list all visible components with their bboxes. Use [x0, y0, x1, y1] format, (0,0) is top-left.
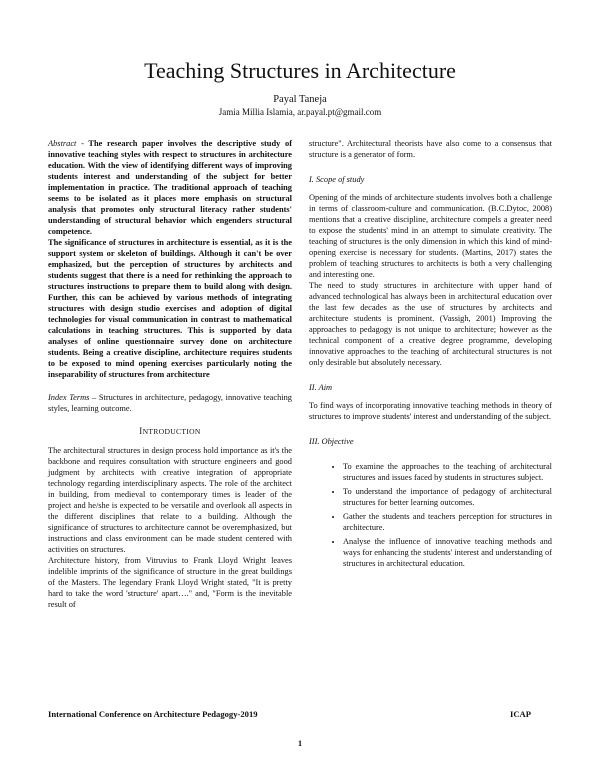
scope-heading: I. Scope of study — [309, 175, 365, 184]
abstract-paragraph-2: The significance of structures in architecture is essential, as it is the support system or skeleton of buildings. Although it can't be over emphasized, but the perception of structures by architects and students suggest that there is a need for rethinking the approach to structures instructions to prepare them to build along with design. Further, this can be achieved by various methods of integrating structures with design studio exercises and adoption of digital technologies for visual communication in contrast to mathematical calculations in teaching structures. This is supported by data analyses of online questionnaire survey done on architecture students. Being a creative discipline, architecture requires students to be exposed to mind opening exercises particularly noting the inseparability of structures from architecture — [48, 238, 292, 379]
abstract-text: The research paper involves the descriptive study of innovative teaching styles with respect to structures in architecture education. With the view of identifying different ways of improving students interest and understanding of the subject for better implementation in practice. The traditional approach of teaching seems to be isolated as it places more emphasis on structural analysis that promotes only structural literacy rather students' understanding of structural behavior which engenders structural competence. — [48, 139, 292, 236]
objective-item: • To understand the importance of pedagogy of architectural structures for better learning outcomes. — [343, 486, 552, 508]
aim-paragraph: To find ways of incorporating innovative teaching methods in theory of structures to improve students' interest and understanding of the subject. — [309, 401, 552, 421]
abstract-label: Abstract - — [48, 139, 84, 148]
index-terms-text: – Structures in architecture, pedagogy, innovative teaching styles, learning outcome. — [48, 393, 292, 413]
objectives-list — [309, 461, 552, 569]
scope-paragraph-1: Opening of the minds of architecture students involves both a challenge in terms of classroom-culture and communication. (B.C.Dytoc, 2008) mentions that a creative discipline, architecture compels a greater need to expose the students' mind in an attempt to simulate creativity. The teaching of structures is the only dimension in which this kind of mind-opening exercise is necessary for students. (Martins, 2017) states the problem of teaching structures to architects is both a very challenging and interesting one. — [309, 193, 552, 279]
introduction-heading: INTRODUCTION — [139, 426, 201, 436]
objective-item: • Analyse the influence of innovative teaching methods and ways for enhancing the students' interest and understanding of structures in architectural education. — [343, 536, 552, 569]
scope-paragraph-2: The need to study structures in architecture with upper hand of advanced technological has always been in architectural education over the last few decades as the use of structures by architects and architecture students is prominent. (Vassigh, 2001) Improving the approaches to pedagogy is not unique to architecture; however as the technical component of a creative degree programme, developing innovative approaches to the teaching of architectural structures is not only desirable but absolutely necessary. — [309, 281, 552, 367]
aim-heading: II. Aim — [309, 383, 333, 392]
index-terms-label: Index Terms — [48, 393, 90, 402]
right-column — [309, 138, 552, 572]
author-affiliation: Jamia Millia Islamia, ar.payal.pt@gmail.com — [218, 107, 382, 117]
footer-acronym: ICAP — [510, 709, 532, 719]
intro-paragraph-1: The architectural structures in design process hold importance as it's the backbone and requires consultation with structure engineers and good judgment by architects with creative integration of appropriate technology regarding interdisciplinary aspects. The role of the architect in building, from medieval to contemporary times is leader of the project and he/she is expected to be versatile and overlook all aspects in the different disciplines that relate to a building. Although the significance of structures to architecture cannot be overemphasized, but instructions and class environment can be made student centered with activities on structures. — [48, 446, 292, 554]
intro-paragraph-2: Architecture history, from Vitruvius to Frank Lloyd Wright leaves indelible imprints of the significance of structure in the great buildings of the Masters. The legendary Frank Lloyd Wright stated, "It is pretty hard to take the word 'structure' apart…." and, "Form is the inevitable result of — [48, 556, 292, 609]
page-number: 1 — [297, 738, 303, 748]
footer-conference: International Conference on Architecture Pedagogy-2019 — [48, 709, 258, 719]
continuation-paragraph: structure". Architectural theorists have also come to a consensus that structure is a generator of form. — [309, 139, 552, 159]
index-terms — [48, 392, 292, 414]
left-column — [48, 138, 292, 610]
abstract-paragraph — [48, 138, 292, 237]
paper-title: Teaching Structures in Architecture — [144, 58, 456, 83]
author-name: Payal Taneja — [273, 94, 327, 105]
objective-item: • To examine the approaches to the teaching of architectural structures and issues faced by students in structures subject. — [343, 461, 552, 483]
objective-heading: III. Objective — [309, 437, 354, 446]
objective-item: • Gather the students and teachers perception for structures in architecture. — [343, 511, 552, 533]
